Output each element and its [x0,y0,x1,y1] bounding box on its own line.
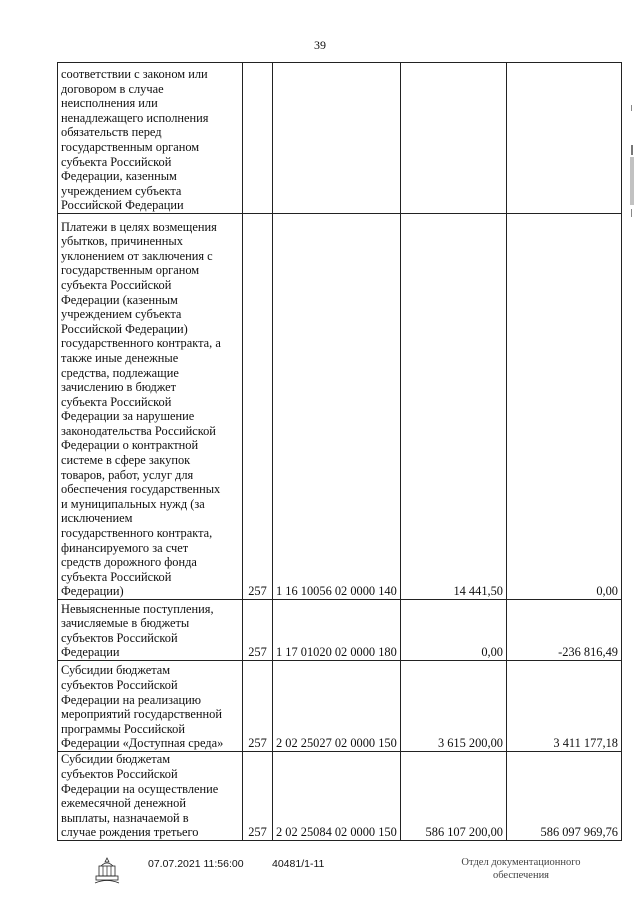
table-row [58,661,622,752]
row-description: Платежи в целях возмещения убытков, причиненных уклонением от заключения с государственным органом субъекта Российской Федерации (казенным учреждением субъекта Российской Федерации) государственного контракта, а также иные денежные средства, подлежащие зачислению в бюджет субъекта Российской Федерации за нарушение законодательства Российской Федерации о контрактной системе в сфере закупок товаров, работ, услуг для обеспечения государственных и муниципальных нужд (за исключением государственного контракта, финансируемого за счет средств дорожного фонда субъекта Российской Федерации) [58,214,243,600]
budget-code: 1 16 10056 02 0000 140 [273,214,401,600]
emblem-icon [93,856,121,886]
planned-amount: 3 615 200,00 [401,661,507,752]
actual-amount: 3 411 177,18 [507,661,622,752]
budget-code: 2 02 25027 02 0000 150 [273,661,401,752]
table-row [58,600,622,661]
row-description: соответствии с законом или договором в случае неисполнения или ненадлежащего исполнения обязательств перед государственным органом субъекта Российской Федерации, казенным учреждением субъекта Российской Федерации [58,63,243,214]
planned-amount: 14 441,50 [401,214,507,600]
actual-amount: 0,00 [507,214,622,600]
budget-code: 2 02 25084 02 0000 150 [273,752,401,841]
page-footer [0,856,640,896]
actual-amount: 586 097 969,76 [507,752,622,841]
row-description: Субсидии бюджетам субъектов Российской Федерации на осуществление ежемесячной денежной выплаты, назначаемой в случае рождения третьего [58,752,243,841]
table-row [58,63,622,214]
signature-timestamp: 07.07.2021 11:56:00 [148,858,244,870]
table-row [58,214,622,600]
row-description: Невыясненные поступления, зачисляемые в бюджеты субъектов Российской Федерации [58,600,243,661]
admin-code [243,63,273,214]
planned-amount: 0,00 [401,600,507,661]
page-number: 39 [314,38,326,52]
table-row [58,752,622,841]
scan-margin-marks [628,105,636,225]
admin-code: 257 [243,600,273,661]
admin-code: 257 [243,752,273,841]
admin-code: 257 [243,661,273,752]
row-description: Субсидии бюджетам субъектов Российской Федерации на реализацию мероприятий государственной программы Российской Федерации «Доступная среда» [58,661,243,752]
budget-code [273,63,401,214]
planned-amount [401,63,507,214]
planned-amount: 586 107 200,00 [401,752,507,841]
revenue-table [57,62,622,841]
budget-code: 1 17 01020 02 0000 180 [273,600,401,661]
admin-code: 257 [243,214,273,600]
actual-amount [507,63,622,214]
actual-amount: -236 816,49 [507,600,622,661]
department-stamp: Отдел документационного обеспечения [461,857,581,881]
document-id: 40481/1-11 [272,858,325,870]
